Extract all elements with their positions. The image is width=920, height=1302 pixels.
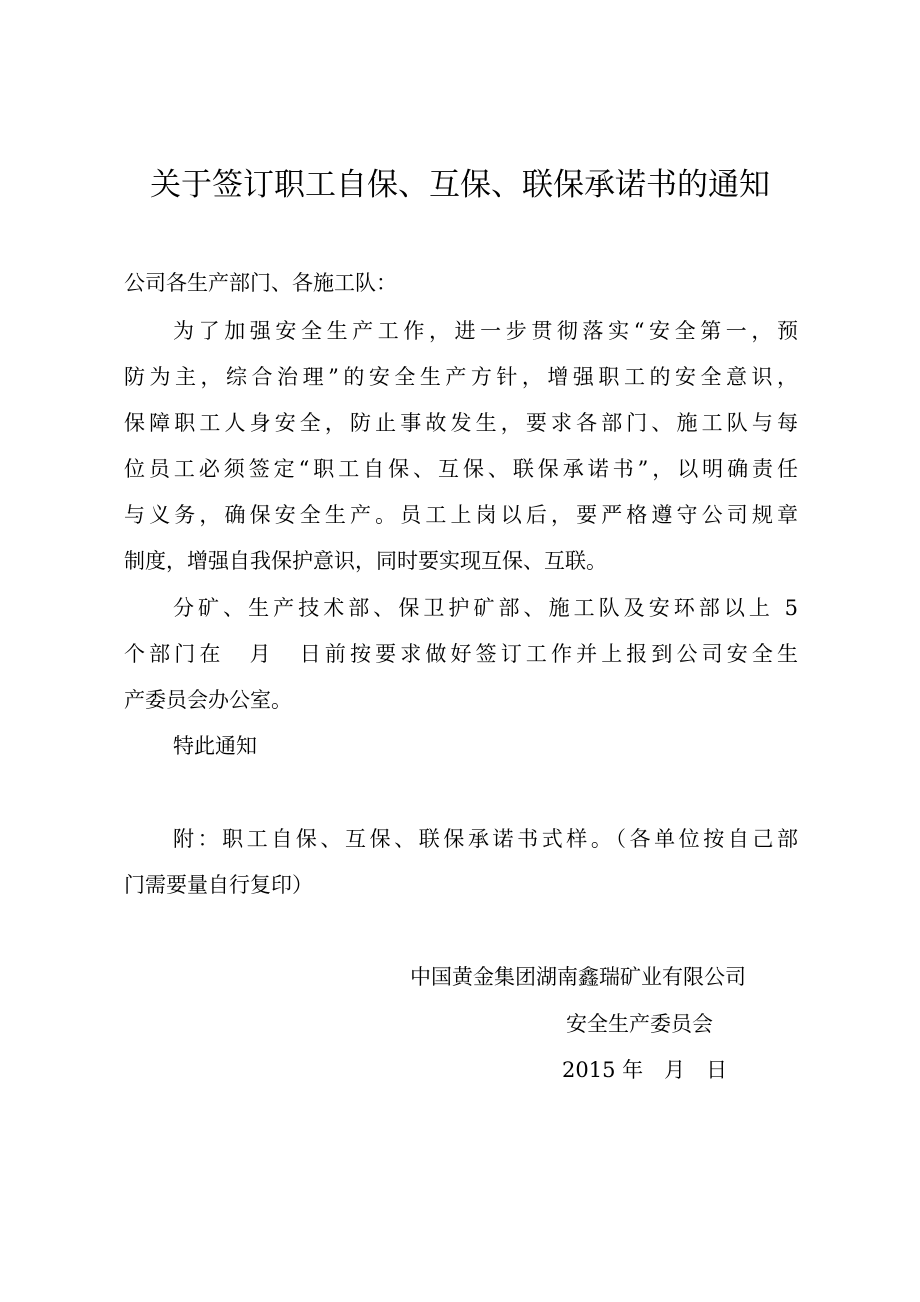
attachment-line: 门需要量自行复印） (124, 873, 313, 897)
paragraph-1-line: 保障职工人身安全，防止事故发生，要求各部门、施工队与每 (124, 411, 798, 435)
closing-text: 特此通知 (173, 734, 257, 758)
paragraph-1-line: 制度，增强自我保护意识，同时要实现互保、互联。 (124, 549, 607, 573)
signature-committee: 安全生产委员会 (566, 1012, 713, 1036)
signature-date: 2015 年 月 日 (562, 1058, 728, 1082)
paragraph-2-line: 分矿、生产技术部、保卫护矿部、施工队及安环部以上 5 (173, 596, 798, 620)
paragraph-1-line: 为了加强安全生产工作，进一步贯彻落实“安全第一，预 (173, 319, 798, 343)
paragraph-1-line: 防为主，综合治理”的安全生产方针，增强职工的安全意识， (124, 365, 798, 389)
paragraph-1-line: 位员工必须签定“职工自保、互保、联保承诺书”，以明确责任 (124, 457, 798, 481)
document-title: 关于签订职工自保、互保、联保承诺书的通知 (150, 167, 770, 203)
paragraph-2-line: 个部门在 月 日前按要求做好签订工作并上报到公司安全生 (124, 642, 798, 666)
paragraph-1-line: 与义务，确保安全生产。员工上岗以后，要严格遵守公司规章 (124, 503, 798, 527)
attachment-line: 附：职工自保、互保、联保承诺书式样。（各单位按自己部 (173, 827, 798, 851)
signature-organization: 中国黄金集团湖南鑫瑞矿业有限公司 (410, 965, 746, 989)
salutation: 公司各生产部门、各施工队： (124, 271, 397, 295)
paragraph-2-line: 产委员会办公室。 (124, 688, 292, 712)
